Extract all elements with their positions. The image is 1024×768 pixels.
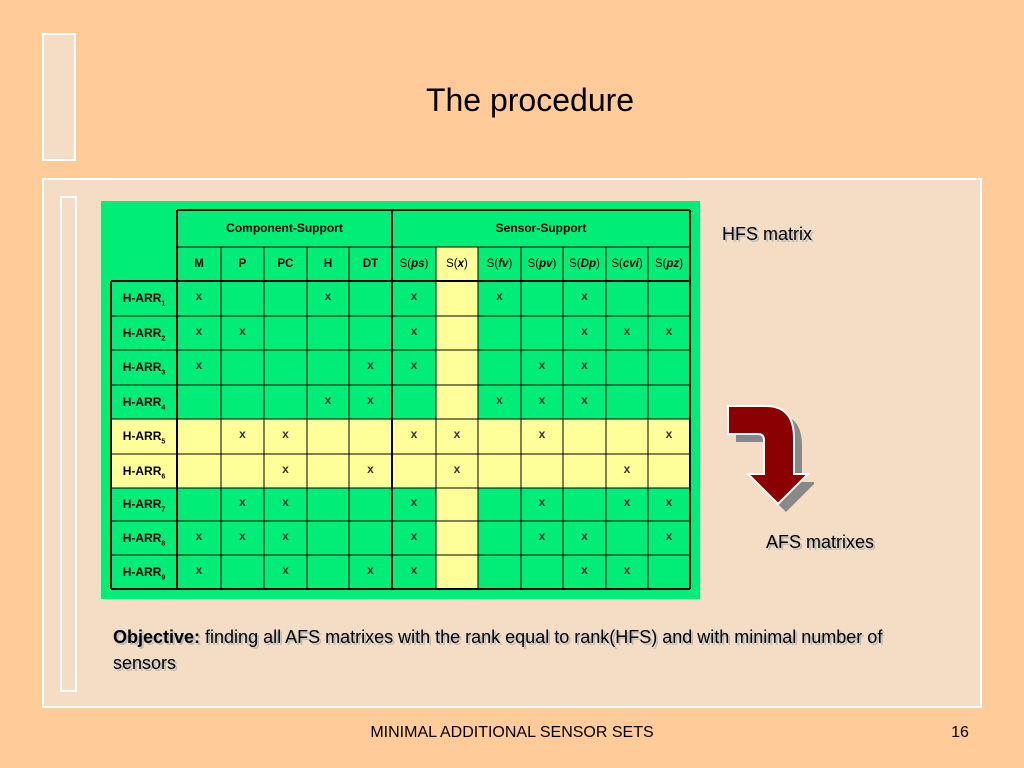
matrix-cell-mark: x [623, 462, 631, 476]
column-header: S(Dp) [569, 258, 600, 270]
matrix-cell-mark: x [665, 324, 673, 338]
column-header: M [194, 258, 204, 270]
matrix-cell-mark: x [453, 427, 461, 441]
matrix-cell-mark: x [410, 427, 418, 441]
column-header: DT [362, 258, 379, 270]
hfs-matrix-label: HFS matrix [722, 224, 812, 244]
matrix-cell-mark: x [538, 393, 546, 407]
matrix-cell-mark: x [195, 289, 203, 303]
column-header: PC [277, 258, 294, 270]
afs-matrixes-label: AFS matrixes [766, 532, 875, 552]
matrix-cell-mark: x [410, 324, 418, 338]
matrix-cell-mark: x [282, 529, 289, 543]
footer-title: MINIMAL ADDITIONAL SENSOR SETS [370, 724, 654, 741]
matrix-cell-mark: x [581, 393, 588, 407]
matrix-cell-mark: x [581, 358, 588, 372]
matrix-cell-mark: x [410, 495, 418, 509]
column-header: S(pz) [654, 258, 684, 270]
matrix-cell-mark: x [581, 324, 588, 338]
column-header: S(ps) [399, 258, 429, 270]
matrix-cell-mark: x [282, 563, 289, 577]
column-header: S(fv) [486, 258, 513, 270]
matrix-cell-mark: x [538, 495, 546, 509]
matrix-cell-mark: x [282, 462, 289, 476]
matrix-cell-mark: x [665, 529, 673, 543]
matrix-cell-mark: x [367, 462, 374, 476]
matrix-cell-mark: x [623, 563, 631, 577]
hfs-matrix-table [101, 201, 700, 599]
row-header: $H-ARR_9$ [122, 565, 166, 582]
matrix-cell-mark: x [367, 563, 374, 577]
content-accent-bar [60, 196, 77, 692]
column-header: P [238, 258, 247, 270]
row-header: $H-ARR_6$ [122, 464, 166, 481]
matrix-cell-mark: x [239, 427, 246, 441]
matrix-cell-mark: x [324, 289, 332, 303]
matrix-cell-mark: x [367, 393, 374, 407]
row-header: $H-ARR_1$ [122, 291, 166, 308]
matrix-cell-mark: x [195, 563, 203, 577]
matrix-cell-mark: x [496, 289, 503, 303]
column-header: H [323, 258, 333, 270]
row-header: $H-ARR_7$ [122, 497, 166, 514]
matrix-cell-mark: x [239, 495, 246, 509]
row-header: $H-ARR_8$ [122, 531, 166, 548]
row-header: $H-ARR_4$ [122, 395, 166, 412]
matrix-cell-mark: x [324, 393, 332, 407]
matrix-cell-mark: x [581, 289, 588, 303]
matrix-cell-mark: x [623, 324, 631, 338]
column-header: S(pv) [527, 258, 557, 270]
down-arrow-icon [724, 404, 814, 514]
matrix-cell-mark: x [367, 358, 374, 372]
column-header: S(x) [446, 258, 468, 270]
matrix-cell-mark: x [538, 358, 546, 372]
matrix-cell-mark: x [453, 462, 461, 476]
objective-text [113, 624, 913, 676]
slide-title: The procedure [425, 82, 635, 118]
row-header: $H-ARR_2$ [122, 326, 166, 343]
matrix-cell-mark: x [581, 563, 588, 577]
matrix-cell-mark: x [410, 289, 418, 303]
matrix-cell-mark: x [195, 529, 203, 543]
matrix-cell-mark: x [195, 358, 203, 372]
group-header-sensor-support: Sensor-Support [495, 221, 587, 235]
matrix-cell-mark: x [239, 324, 246, 338]
matrix-cell-mark: x [239, 529, 246, 543]
matrix-cell-mark: x [665, 495, 673, 509]
matrix-cell-mark: x [410, 563, 418, 577]
objective-heading: Objective: [113, 627, 201, 647]
matrix-cell-mark: x [410, 529, 418, 543]
matrix-cell-mark: x [410, 358, 418, 372]
page-number: 16 [951, 724, 969, 741]
matrix-cell-mark: x [538, 427, 546, 441]
matrix-cell-mark: x [496, 393, 503, 407]
matrix-cell-mark: x [538, 529, 546, 543]
row-header: $H-ARR_3$ [122, 360, 166, 377]
matrix-cell-mark: x [282, 427, 289, 441]
matrix-cell-mark: x [581, 529, 588, 543]
column-header: S(cvi) [611, 258, 643, 270]
objective-body: finding all AFS matrixes with the rank equal to rank(HFS) and with minimal number of sensors [113, 627, 883, 673]
row-header: $H-ARR_5$ [122, 429, 166, 446]
matrix-cell-mark: x [665, 427, 673, 441]
matrix-cell-mark: x [282, 495, 289, 509]
group-header-component-support: Component-Support [226, 221, 343, 235]
matrix-cell-mark: x [623, 495, 631, 509]
matrix-cell-mark: x [195, 324, 203, 338]
